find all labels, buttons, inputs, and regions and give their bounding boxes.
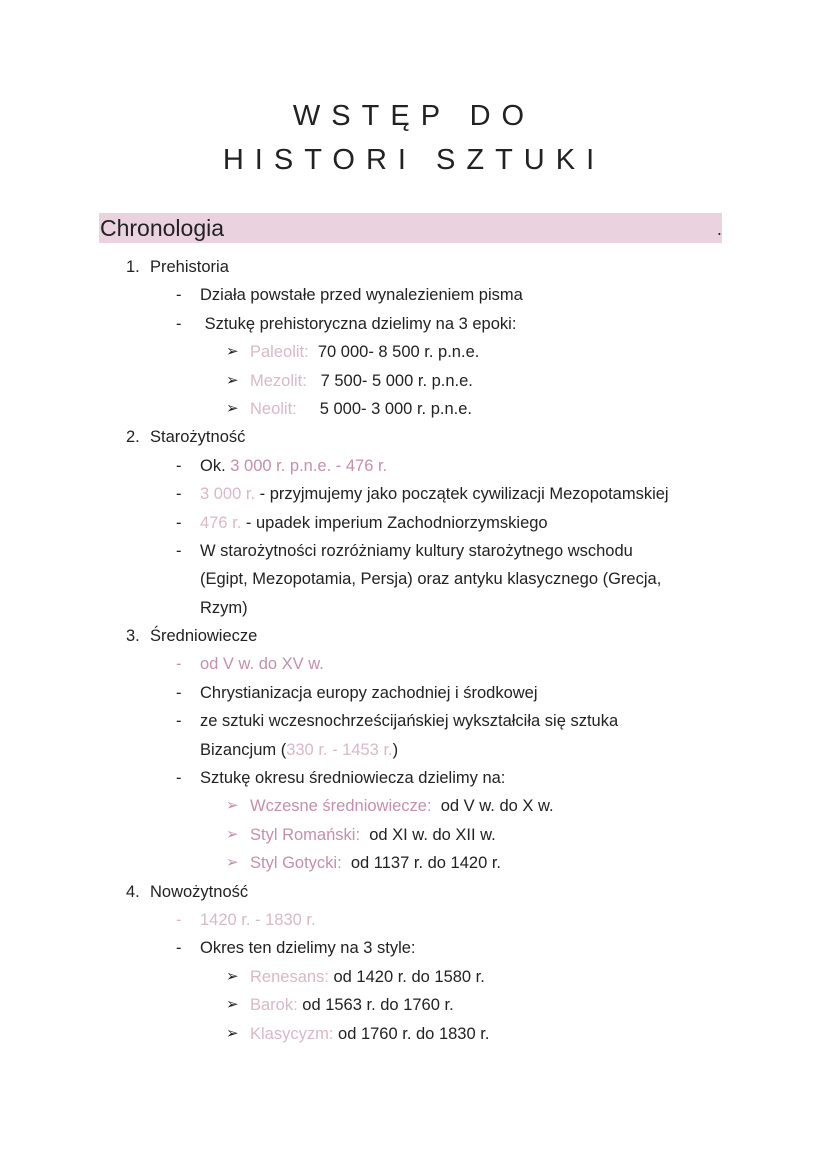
section-heading-trailing: . xyxy=(716,220,722,239)
text-segment: Średniowiecze xyxy=(150,627,258,646)
document-title-line-2: HISTORI SZTUKI xyxy=(222,144,606,176)
list-item-period xyxy=(0,423,828,451)
highlighted-date-segment: 3 000 r. p.n.e. - 476 r. xyxy=(230,456,388,475)
text-segment: Nowożytność xyxy=(150,882,249,901)
list-item-text xyxy=(200,679,538,707)
arrow-bullet-icon: ➢ xyxy=(226,825,239,843)
arrow-bullet-icon: ➢ xyxy=(226,797,239,815)
list-item-text xyxy=(250,1020,489,1048)
list-item-text xyxy=(250,991,454,1019)
highlighted-date-segment: 3 000 r. xyxy=(200,485,256,504)
list-item-text xyxy=(200,736,398,764)
highlighted-date-segment: Mezolit: xyxy=(250,371,307,390)
list-item xyxy=(0,679,828,707)
list-item-text xyxy=(200,934,416,962)
text-segment: Rzym) xyxy=(200,598,248,617)
arrow-bullet-icon: ➢ xyxy=(226,371,239,389)
list-item-text xyxy=(200,650,324,678)
text-segment: Sztukę prehistoryczna dzielimy na 3 epoki: xyxy=(200,314,517,333)
highlighted-date-segment: Wczesne średniowiecze: xyxy=(250,797,432,816)
arrow-bullet-icon: ➢ xyxy=(226,343,239,361)
list-item-period xyxy=(0,878,828,906)
dash-bullet: - xyxy=(176,541,182,560)
list-item xyxy=(0,480,828,508)
list-item-text xyxy=(200,537,633,565)
list-item-text xyxy=(200,281,523,309)
text-segment: od V w. do X w. xyxy=(431,797,554,816)
list-item xyxy=(0,452,828,480)
arrow-bullet-icon: ➢ xyxy=(226,854,239,872)
text-segment: (Egipt, Mezopotamia, Persja) oraz antyku klasycznego (Grecja, xyxy=(200,570,662,589)
text-segment: 7 500- 5 000 r. p.n.e. xyxy=(306,371,473,390)
list-subitem xyxy=(0,792,828,820)
text-segment: Starożytność xyxy=(150,428,246,447)
list-item-text xyxy=(200,565,661,593)
list-item-text xyxy=(250,821,496,849)
text-segment: 5 000- 3 000 r. p.n.e. xyxy=(296,399,472,418)
dash-bullet: - xyxy=(176,286,182,305)
text-segment: Ok. xyxy=(200,456,231,475)
list-item xyxy=(0,509,828,537)
text-segment: Chrystianizacja europy zachodniej i środkowej xyxy=(200,683,538,702)
text-segment: od XI w. do XII w. xyxy=(360,825,496,844)
list-item xyxy=(0,537,828,565)
dash-bullet: - xyxy=(176,769,182,788)
highlighted-date-segment: Barok: xyxy=(250,996,298,1015)
list-subitem xyxy=(0,395,828,423)
dash-bullet: - xyxy=(176,513,182,532)
list-item-text xyxy=(200,509,548,537)
list-item xyxy=(0,707,828,735)
list-item-text xyxy=(150,253,229,281)
list-item-text xyxy=(250,792,554,820)
list-item-text xyxy=(150,878,248,906)
list-item xyxy=(0,764,828,792)
list-subitem xyxy=(0,338,828,366)
list-item xyxy=(0,736,828,764)
dash-bullet: - xyxy=(176,712,182,731)
list-item-text xyxy=(250,395,472,423)
text-segment: od 1137 r. do 1420 r. xyxy=(341,854,502,873)
dash-bullet: - xyxy=(176,910,182,929)
highlighted-date-segment: Neolit: xyxy=(250,399,297,418)
list-item xyxy=(0,281,828,309)
text-segment: Działa powstałe przed wynalezieniem pisma xyxy=(200,286,523,305)
highlighted-date-segment: Paleolit: xyxy=(250,343,309,362)
list-subitem xyxy=(0,849,828,877)
dash-bullet: - xyxy=(176,456,182,475)
list-subitem xyxy=(0,963,828,991)
list-item xyxy=(0,650,828,678)
dash-bullet: - xyxy=(176,683,182,702)
section-heading-label: Chronologia xyxy=(100,215,225,241)
list-item-text xyxy=(250,963,485,991)
highlighted-date-segment: Klasycyzm: xyxy=(250,1024,334,1043)
list-item-text xyxy=(150,622,257,650)
text-segment: ) xyxy=(392,740,399,759)
list-subitem xyxy=(0,821,828,849)
list-item-text xyxy=(200,707,618,735)
text-segment: od 1420 r. do 1580 r. xyxy=(328,967,485,986)
list-item-text xyxy=(200,452,387,480)
highlighted-date-segment: 476 r. xyxy=(200,513,242,532)
list-number: 3. xyxy=(126,627,140,646)
text-segment: Okres ten dzielimy na 3 style: xyxy=(200,939,416,958)
text-segment: - przyjmujemy jako początek cywilizacji Mezopotamskiej xyxy=(255,485,669,504)
list-item-text xyxy=(200,480,669,508)
list-item-text xyxy=(200,764,505,792)
list-item-text xyxy=(250,338,479,366)
highlighted-date-segment: Styl Gotycki: xyxy=(250,854,342,873)
dash-bullet: - xyxy=(176,939,182,958)
text-segment: - upadek imperium Zachodniorzymskiego xyxy=(241,513,548,532)
list-item xyxy=(0,906,828,934)
highlighted-date-segment: Styl Romański: xyxy=(250,825,361,844)
list-item-text xyxy=(200,310,516,338)
dash-bullet: - xyxy=(176,655,182,674)
highlighted-date-segment: 330 r. - 1453 r. xyxy=(286,740,393,759)
chronology-list xyxy=(0,253,828,1048)
text-segment: od 1563 r. do 1760 r. xyxy=(297,996,454,1015)
list-item xyxy=(0,310,828,338)
list-item-text xyxy=(150,423,245,451)
list-number: 1. xyxy=(126,258,140,276)
list-subitem xyxy=(0,991,828,1019)
list-item xyxy=(0,565,828,593)
dash-bullet: - xyxy=(176,485,182,504)
list-item-text xyxy=(200,594,248,622)
section-heading xyxy=(99,213,722,243)
list-subitem xyxy=(0,367,828,395)
text-segment: od 1760 r. do 1830 r. xyxy=(333,1024,490,1043)
list-item-period xyxy=(0,622,828,650)
text-segment: Sztukę okresu średniowiecza dzielimy na: xyxy=(200,769,506,788)
list-item xyxy=(0,594,828,622)
arrow-bullet-icon: ➢ xyxy=(226,1024,239,1042)
list-item xyxy=(0,934,828,962)
highlighted-date-segment: Renesans: xyxy=(250,967,329,986)
text-segment: 70 000- 8 500 r. p.n.e. xyxy=(308,343,480,362)
arrow-bullet-icon: ➢ xyxy=(226,996,239,1014)
text-segment: W starożytności rozróżniamy kultury starożytnego wschodu xyxy=(200,541,633,560)
list-item-text xyxy=(250,367,473,395)
arrow-bullet-icon: ➢ xyxy=(226,967,239,985)
arrow-bullet-icon: ➢ xyxy=(226,399,239,417)
list-number: 4. xyxy=(126,882,140,901)
highlighted-date-segment: 1420 r. - 1830 r. xyxy=(200,910,316,929)
list-item-period xyxy=(0,253,828,281)
document-title-line-1: WSTĘP DO xyxy=(292,100,536,132)
text-segment: Prehistoria xyxy=(150,258,229,276)
text-segment: ze sztuki wczesnochrześcijańskiej wykształciła się sztuka xyxy=(200,712,619,731)
text-segment: Bizancjum ( xyxy=(200,740,287,759)
list-number: 2. xyxy=(126,428,140,447)
list-subitem xyxy=(0,1020,828,1048)
list-item-text xyxy=(200,906,316,934)
list-item-text xyxy=(250,849,501,877)
highlighted-date-segment: od V w. do XV w. xyxy=(200,655,324,674)
dash-bullet: - xyxy=(176,314,182,333)
